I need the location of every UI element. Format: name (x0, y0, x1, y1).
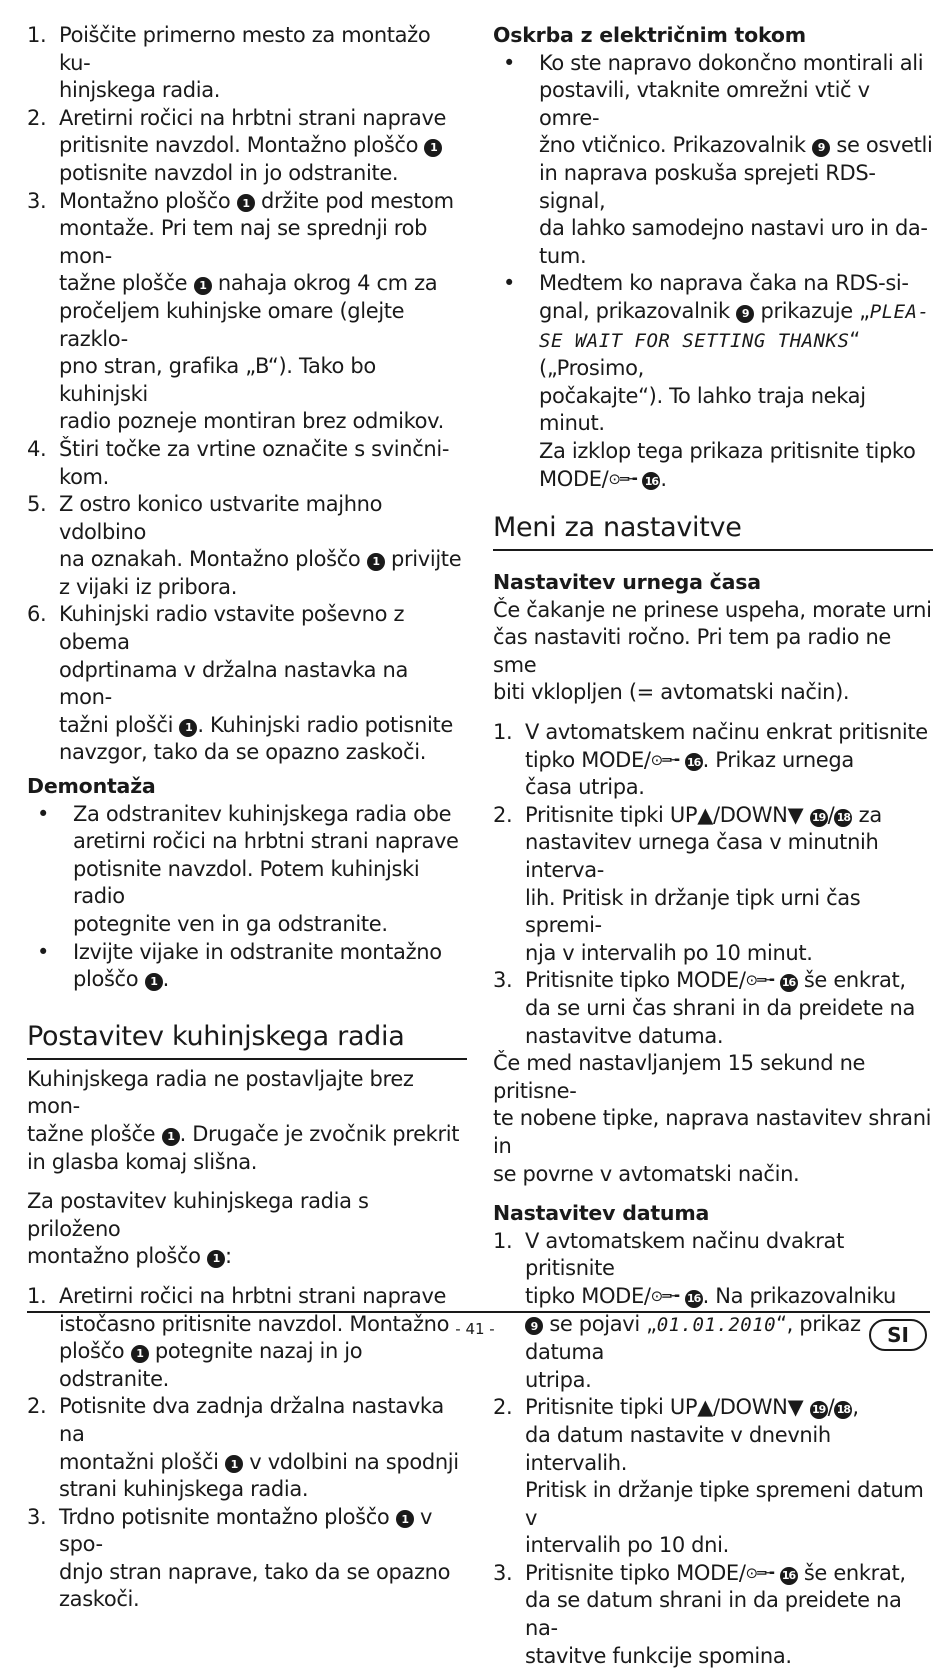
power-heading: Oskrba z električnim tokom (493, 23, 806, 47)
list-text: Štiri točke za vrtine označite s svinčni- kom. (59, 436, 450, 489)
list-item (27, 601, 467, 767)
date-steps-list (493, 1228, 933, 1670)
list-item (27, 491, 467, 601)
list-number: 4. (27, 436, 47, 461)
list-text: Trdno potisnite montažno ploščo 1 v spo- dnjo stran naprave, tako da se opazno zaskoči. (59, 1504, 451, 1612)
list-number: 3. (493, 1560, 513, 1585)
language-badge: SI (869, 1319, 927, 1351)
section-title-meni: Meni za nastavitve (493, 511, 933, 551)
bullet-icon: • (503, 271, 516, 296)
list-text: Montažno ploščo 1 držite pod mestom montaže. Pri tem naj se sprednji rob mon- tažne plošče 1 nahaja okrog 4 cm za pročeljem kuhinjske omare (glejte razklo- pno stran, grafika „B“). Tako bo kuhinjski radio pozneje montiran brez odmikov. (59, 188, 454, 434)
list-number: 1. (493, 720, 513, 745)
list-number: 5. (27, 492, 47, 517)
list-item (493, 1394, 933, 1560)
list-item (27, 105, 467, 188)
bullet-item (493, 270, 933, 493)
list-item (493, 719, 933, 802)
list-number: 1. (493, 1228, 513, 1253)
time-heading: Nastavitev urnega časa (493, 570, 761, 595)
list-text: Aretirni ročici na hrbtni strani naprave istočasno pritisnite navzdol. Montažno ploščo 1 potegnite nazaj in jo odstranite. (59, 1283, 450, 1391)
list-item (27, 1504, 467, 1614)
bullet-item (493, 50, 933, 271)
list-text: Potisnite dva zadnja držalna nastavka na montažni plošči 1 v vdolbini na spodnji strani kuhinjskega radia. (59, 1394, 459, 1502)
page-number: - 41 - (455, 1320, 495, 1338)
left-column (27, 22, 467, 1614)
list-text: V avtomatskem načinu dvakrat pritisnite tipko MODE/⊙═╼ 16 . Na prikazovalniku 9 se pojavi „01.01.2010“, prikaz datuma utripa. (525, 1228, 897, 1392)
postavitev-paragraph-1: Kuhinjskega radia ne postavljajte brez mon- tažne plošče 1 . Drugače je zvočnik prekrit in glasba komaj slišna. (27, 1066, 460, 1174)
list-item (27, 22, 467, 105)
right-column (493, 22, 933, 1670)
list-item (27, 1393, 467, 1503)
footer-rule (27, 1311, 930, 1313)
list-number: 1. (27, 1283, 47, 1308)
list-text: Aretirni ročici na hrbtni strani naprave pritisnite navzdol. Montažno ploščo 1 potisnite navzdol in jo odstranite. (59, 105, 447, 185)
bullet-text: Ko ste napravo dokončno montirali ali postavili, vtaknite omrežni vtič v omre- žno vtičnico. Prikazovalnik 9 se osvetli in naprava poskuša sprejeti RDS-signal, da lahko samodejno nastavi uro in da- tum. (539, 50, 933, 268)
list-number: 3. (493, 968, 513, 993)
bullet-icon: • (37, 801, 50, 826)
bullet-text: Za odstranitev kuhinjskega radia obe aretirni ročici na hrbtni strani naprave potisnite navzdol. Potem kuhinjski radio potegnite ven in ga odstranite. (73, 801, 459, 936)
date-heading: Nastavitev datuma (493, 1201, 710, 1226)
time-outro: Če med nastavljanjem 15 sekund ne pritisne- te nobene tipke, naprava nastavitev shrani in se povrne v avtomatski način. (493, 1051, 932, 1186)
bullet-item (27, 939, 467, 994)
list-number: 2. (493, 1395, 513, 1420)
list-item (493, 967, 933, 1050)
bullet-icon: • (503, 50, 516, 75)
list-item (27, 188, 467, 436)
section-title-postavitev: Postavitev kuhinjskega radia (27, 1020, 467, 1060)
list-text: Pritisnite tipki UP▲/DOWN▼ 19 / 18 za nastavitev urnega časa v minutnih interva- lih. Pritisk in držanje tipk urni čas spremi- nja v intervalih po 10 minut. (525, 802, 882, 965)
list-item (27, 436, 467, 491)
list-number: 6. (27, 602, 47, 627)
list-text: Pritisnite tipko MODE/⊙═╼ 16 še enkrat, da se datum shrani in da preidete na na- stavitve funkcije spomina. (525, 1560, 906, 1668)
list-text: Kuhinjski radio vstavite poševno z obema odprtinama v držalna nastavka na mon- tažni plošči 1 . Kuhinjski radio potisnite navzgor, tako da se opazno zaskoči. (59, 602, 453, 765)
bullet-text: Izvijte vijake in odstranite montažno ploščo 1 . (73, 939, 442, 992)
postavitev-paragraph-2: Za postavitev kuhinjskega radia s priloženo montažno ploščo 1 : (27, 1189, 369, 1269)
time-steps-list (493, 719, 933, 1050)
demontaza-heading: Demontaža (27, 774, 156, 799)
mounting-steps-list (27, 22, 467, 767)
list-number: 3. (27, 1504, 47, 1529)
bullet-item (27, 801, 467, 939)
power-list (493, 50, 933, 494)
bullet-text: Medtem ko naprava čaka na RDS-si- gnal, prikazovalnik 9 prikazuje „PLEA- SE WAIT FOR SETTING THANKS“ („Prosimo, počakajte“). To lahko traja nekaj minut. Za izklop tega prikaza pritisnite tipko MODE/⊙═╼ 16 . (539, 271, 930, 491)
list-item (493, 1560, 933, 1670)
list-text: Poiščite primerno mesto za montažo ku- hinjskega radia. (59, 23, 431, 103)
time-intro: Če čakanje ne prinese uspeha, morate urni čas nastaviti ročno. Pri tem pa radio ne sme biti vklopljen (= avtomatski način). (493, 597, 932, 705)
list-text: Pritisnite tipko MODE/⊙═╼ 16 še enkrat, da se urni čas shrani in da preidete na nastavitve datuma. (525, 968, 915, 1048)
list-number: 1. (27, 23, 47, 47)
list-text: Pritisnite tipki UP▲/DOWN▼ 19 / 18 , da datum nastavite v dnevnih intervalih. Pritisk in držanje tipke spremeni datum v intervalih po 10 dni. (525, 1395, 924, 1558)
list-item (493, 802, 933, 968)
list-number: 3. (27, 188, 47, 213)
demontaza-list (27, 801, 467, 994)
list-number: 2. (27, 1394, 47, 1419)
bullet-icon: • (37, 939, 50, 964)
list-number: 2. (493, 802, 513, 827)
list-text: V avtomatskem načinu enkrat pritisnite tipko MODE/⊙═╼ 16 . Prikaz urnega časa utripa. (525, 720, 928, 800)
list-text: Z ostro konico ustvarite majhno vdolbino na oznakah. Montažno ploščo 1 privijte z vijaki iz pribora. (59, 492, 462, 599)
list-item (27, 1283, 467, 1393)
list-number: 2. (27, 105, 47, 130)
